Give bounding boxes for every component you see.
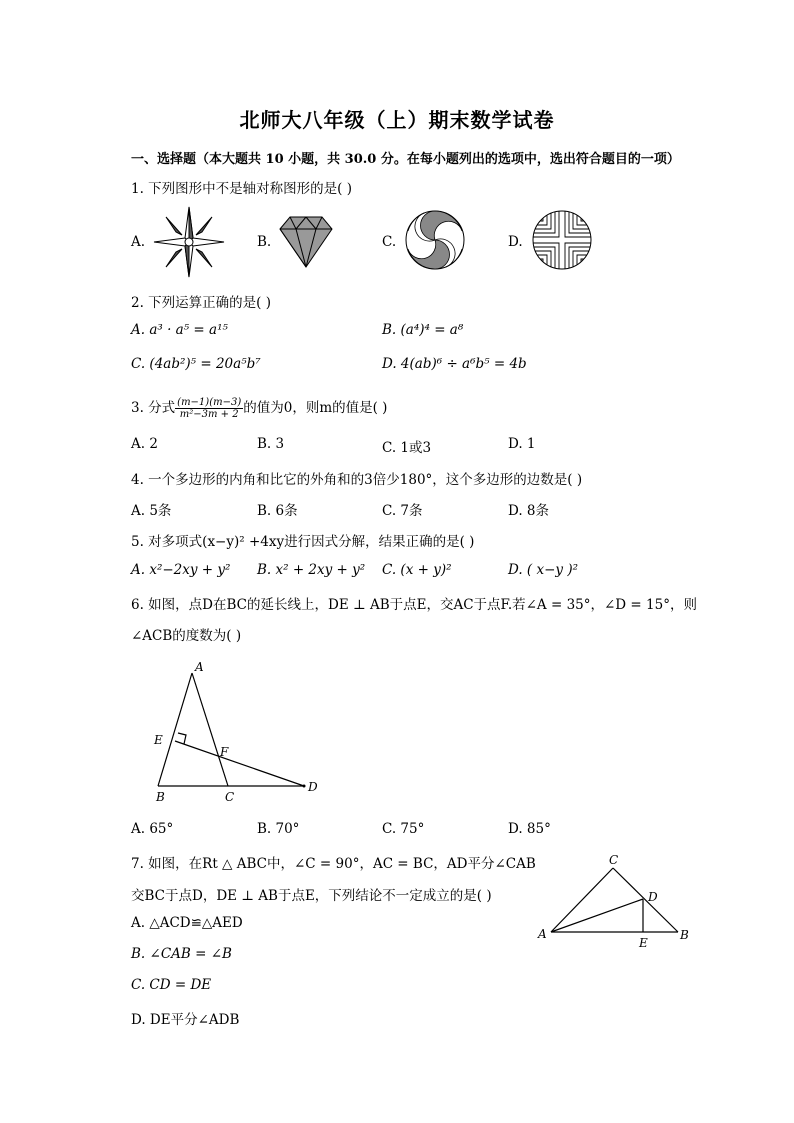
q3-option-c: C. 1或3	[382, 440, 432, 456]
q6-option-d: D. 85°	[508, 821, 551, 837]
section-heading: 一、选择题（本大题共 10 小题，共 30.0 分。在每小题列出的选项中，选出符合题目的一项）	[131, 152, 680, 167]
q2-option-a: A. a³ · a⁵ = a¹⁵	[131, 322, 228, 338]
pinwheel-circle-figure	[404, 209, 466, 271]
question-7-line-1: 7. 如图，在Rt △ ABC中，∠C = 90°，AC = BC，AD平分∠CAB	[131, 856, 536, 872]
question-4-stem: 4. 一个多边形的内角和比它的外角和的3倍少180°，这个多边形的边数是( )	[131, 472, 583, 488]
q3-denominator: m²−3m + 2	[179, 409, 239, 420]
q6-label-e: E	[154, 733, 163, 747]
cross-pattern-circle-figure	[531, 209, 593, 271]
q4-option-a: A. 5条	[131, 503, 172, 519]
q7-option-c: C. CD = DE	[131, 977, 212, 993]
question-2-stem: 2. 下列运算正确的是( )	[131, 295, 271, 311]
question-6-line-1: 6. 如图，点D在BC的延长线上，DE ⊥ AB于点E，交AC于点F.若∠A = 35°，∠D = 15°，则	[131, 597, 697, 613]
q4-option-d: D. 8条	[508, 503, 550, 519]
q5-option-d: D. ( x−y )²	[508, 562, 579, 578]
q3-option-a: A. 2	[131, 436, 158, 452]
compass-star-figure	[152, 205, 226, 279]
page-title: 北师大八年级（上）期末数学试卷	[239, 108, 555, 132]
q7-side-ac	[551, 868, 613, 932]
q2-option-c: C. (4ab²)⁵ = 20a⁵b⁷	[131, 356, 261, 372]
q7-label-a: A	[538, 927, 547, 941]
q2-option-d: D. 4(ab)⁶ ÷ a⁶b⁵ = 4b	[382, 356, 527, 372]
q7-option-a: A. △ACD≌△AED	[131, 915, 243, 931]
q2-option-b: B. (a⁴)⁴ = a⁸	[382, 322, 464, 338]
q1-option-b-label: B.	[257, 234, 272, 250]
q6-label-b: B	[156, 790, 165, 804]
q3-prefix: 3. 分式	[131, 400, 176, 416]
q4-option-c: C. 7条	[382, 503, 423, 519]
q6-option-a: A. 65°	[131, 821, 174, 837]
question-5-stem: 5. 对多项式(x−y)² +4xy进行因式分解，结果正确的是( )	[131, 534, 475, 550]
q6-label-f: F	[220, 745, 229, 759]
q3-numerator: (m−1)(m−3)	[177, 397, 242, 408]
q4-option-b: B. 6条	[257, 503, 298, 519]
q5-option-b: B. x² + 2xy + y²	[257, 562, 366, 578]
q1-option-d-label: D.	[508, 234, 523, 250]
q6-line-ed	[175, 741, 304, 786]
q6-side-ac	[192, 673, 228, 786]
q6-option-b: B. 70°	[257, 821, 300, 837]
q3-option-d: D. 1	[508, 436, 536, 452]
q3-fraction	[175, 397, 243, 420]
q7-label-b: B	[680, 928, 689, 942]
q5-option-c: C. (x + y)²	[382, 562, 452, 578]
q6-side-ab	[158, 673, 192, 786]
q6-label-a: A	[195, 660, 204, 674]
q7-side-cb	[613, 868, 678, 932]
q3-option-b: B. 3	[257, 436, 285, 452]
q7-option-b: B. ∠CAB = ∠B	[131, 946, 232, 962]
question-3-stem	[131, 396, 387, 420]
q6-label-c: C	[225, 790, 235, 804]
q6-triangle-diagram	[145, 655, 330, 805]
q5-option-a: A. x²−2xy + y²	[131, 562, 231, 578]
q1-option-a-label: A.	[131, 234, 146, 250]
q7-triangle-diagram	[535, 850, 695, 954]
q7-label-c: C	[609, 853, 619, 867]
q6-option-c: C. 75°	[382, 821, 425, 837]
q7-line-ad	[551, 899, 643, 932]
question-7-line-2: 交BC于点D，DE ⊥ AB于点E，下列结论不一定成立的是( )	[131, 888, 492, 904]
q7-label-e: E	[639, 936, 648, 950]
q1-option-c-label: C.	[382, 234, 397, 250]
q6-label-d: D	[308, 780, 318, 794]
q7-label-d: D	[648, 890, 658, 904]
q7-option-d: D. DE平分∠ADB	[131, 1012, 240, 1028]
diamond-figure	[278, 215, 334, 269]
q3-suffix: 的值为0，则m的值是( )	[243, 400, 388, 416]
question-6-line-2: ∠ACB的度数为( )	[131, 628, 242, 644]
question-1-stem: 1. 下列图形中不是轴对称图形的是( )	[131, 181, 352, 197]
